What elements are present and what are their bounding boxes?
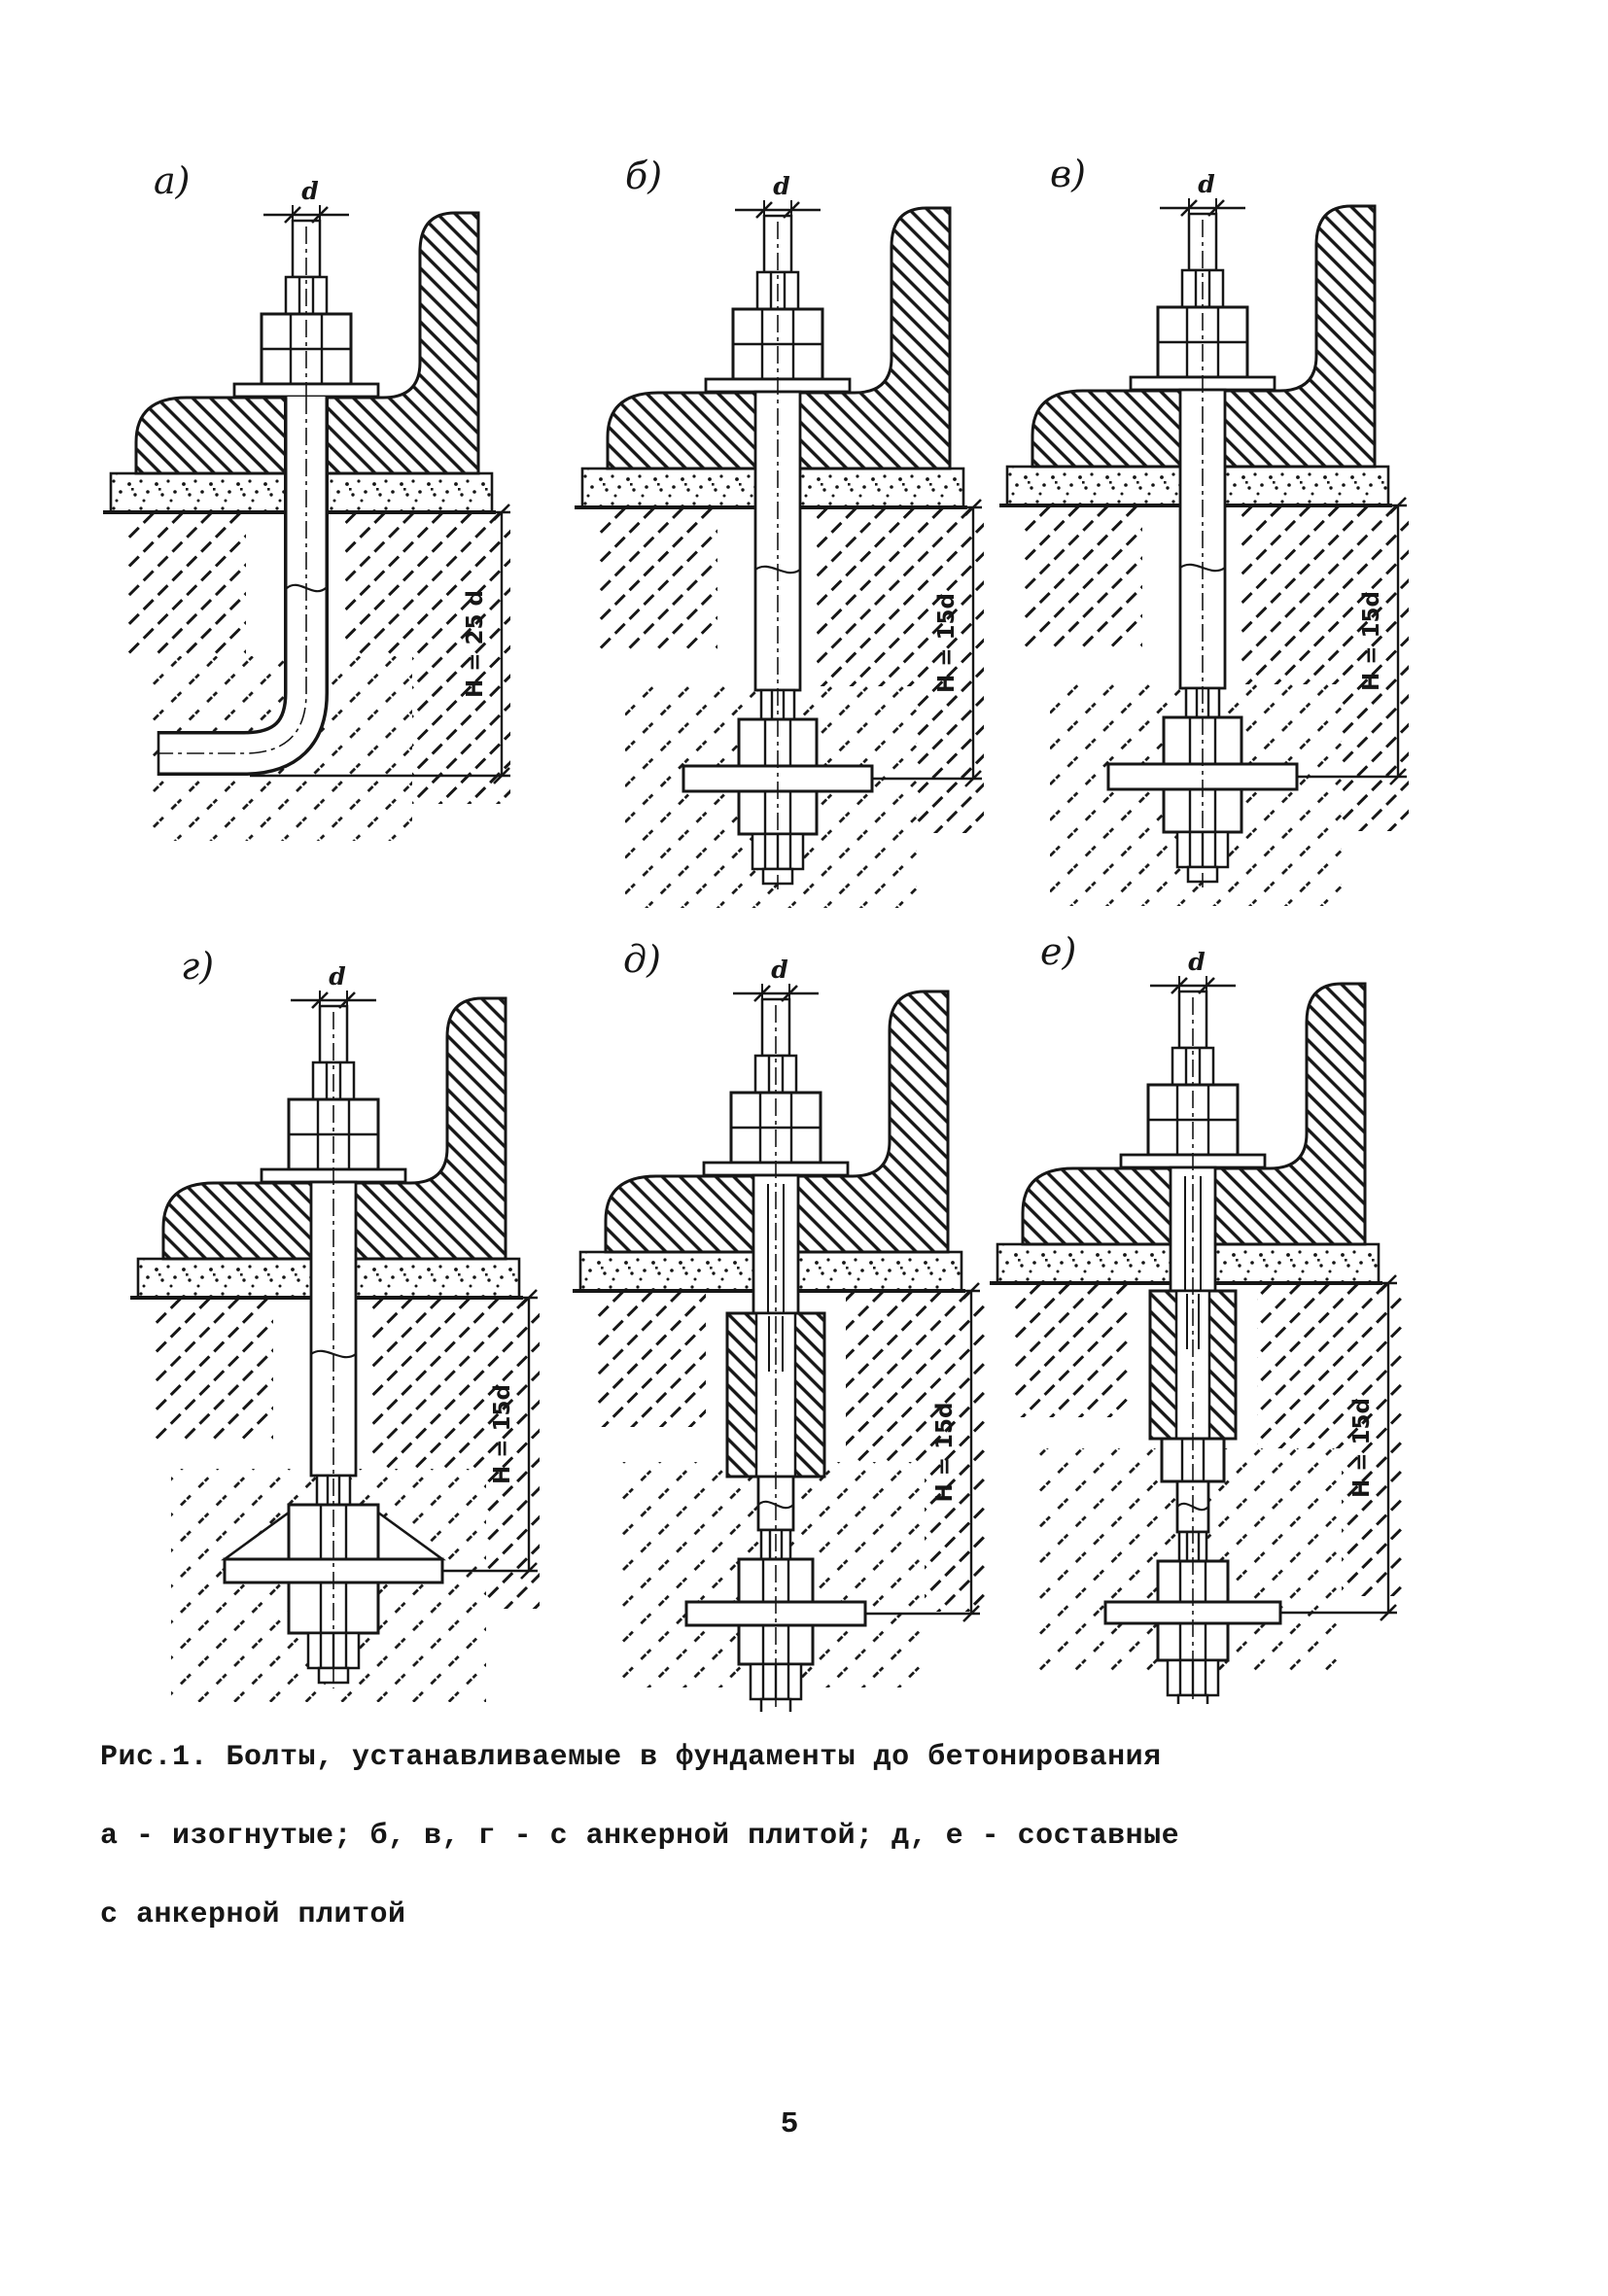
svg-text:Н = 15d: Н = 15d <box>1349 1397 1375 1499</box>
figure-a-bent-bolt <box>97 151 515 851</box>
caption-line-2: а - изогнутые; б, в, г - с анкерной плитой; д, е - составные <box>100 1820 1180 1853</box>
svg-text:в): в) <box>1050 153 1086 195</box>
svg-text:Н = 15d: Н = 15d <box>934 592 960 694</box>
svg-text:Н = 15d: Н = 15d <box>1359 590 1384 692</box>
svg-text:d: d <box>329 962 346 991</box>
figure-b-diagram <box>569 146 987 928</box>
figure-e-diagram <box>984 922 1402 1704</box>
svg-text:д): д) <box>623 938 661 981</box>
svg-text:б): б) <box>625 155 663 197</box>
figure-g-diagram <box>124 936 542 1714</box>
caption-line-1: Рис.1. Болты, устанавливаемые в фундаменты до бетонирования <box>100 1741 1162 1774</box>
svg-text:Н = 25 d: Н = 25 d <box>463 589 488 699</box>
figure-caption <box>100 1719 1520 1955</box>
figure-a-diagram <box>97 151 515 851</box>
figure-g-anchor-plate-bolt <box>124 936 542 1714</box>
svg-text:а): а) <box>154 159 191 202</box>
svg-text:е): е) <box>1040 930 1077 973</box>
figure-d-composite-bolt <box>567 929 985 1712</box>
svg-text:d: d <box>1198 170 1215 198</box>
figure-d-diagram <box>567 929 985 1712</box>
svg-text:d: d <box>301 177 319 205</box>
svg-text:d: d <box>1188 948 1206 976</box>
svg-text:г): г) <box>181 945 215 988</box>
svg-text:Н = 15d: Н = 15d <box>490 1383 515 1485</box>
caption-line-3: с анкерной плитой <box>100 1898 406 1931</box>
svg-text:d: d <box>773 172 790 200</box>
figure-e-composite-bolt <box>984 922 1402 1704</box>
svg-text:d: d <box>771 956 788 984</box>
svg-text:Н = 15d: Н = 15d <box>932 1402 958 1503</box>
figure-b-anchor-plate-bolt <box>569 146 987 928</box>
figure-v-anchor-plate-bolt <box>994 144 1412 926</box>
page-number: 5 <box>780 2107 799 2141</box>
figure-v-diagram <box>994 144 1412 926</box>
